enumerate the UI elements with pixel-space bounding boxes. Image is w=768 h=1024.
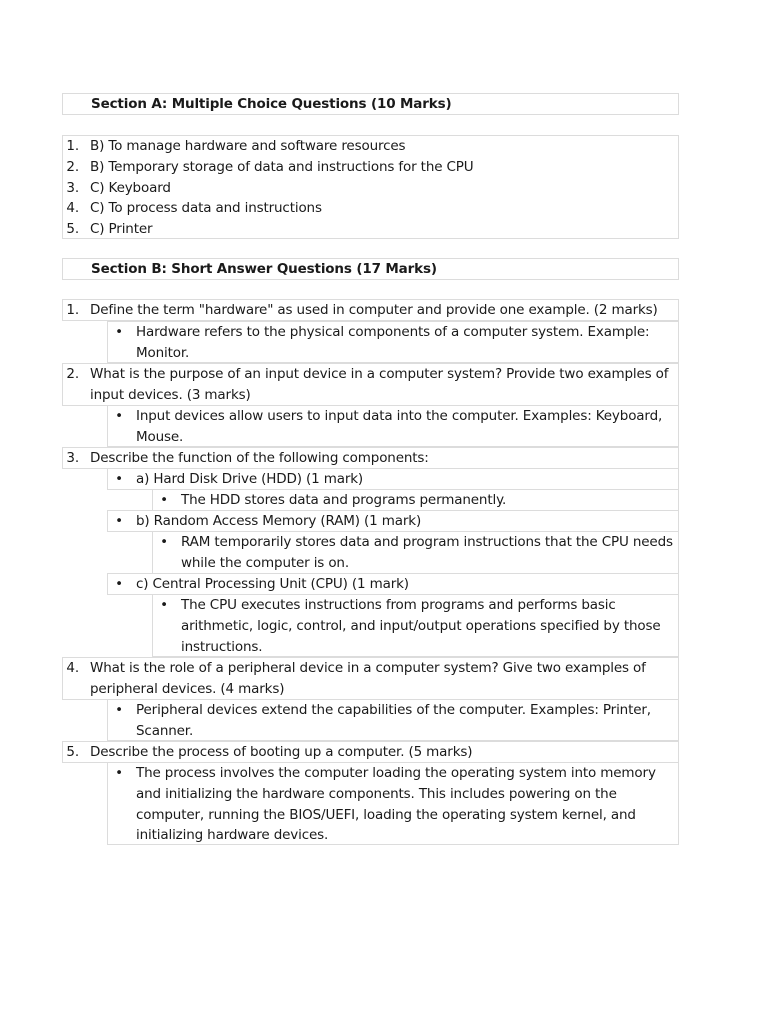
question-text: What is the purpose of an input device in a computer system? Provide two examples of	[90, 366, 669, 382]
bullet: •	[115, 513, 123, 529]
question-3	[62, 447, 679, 469]
list-number: 1.	[66, 138, 79, 154]
sub-question-c	[107, 573, 679, 595]
answer-line: Monitor.	[136, 344, 190, 361]
list-number: 3.	[66, 179, 79, 196]
answer-line: and initializing the hardware components. This includes powering on the	[136, 785, 617, 802]
answer-text: C) Printer	[90, 221, 153, 238]
answer-line: instructions.	[181, 638, 263, 655]
answer-line: Hardware refers to the physical components of a computer system. Example:	[136, 324, 650, 340]
bullet: •	[160, 492, 168, 508]
bullet: •	[115, 702, 123, 718]
question-text: Describe the process of booting up a computer. (5 marks)	[90, 744, 473, 760]
list-number: 5.	[66, 221, 79, 238]
answer-line: computer, running the BIOS/UEFI, loading the operating system kernel, and	[136, 806, 636, 823]
question-4	[62, 657, 679, 700]
sub-question-b	[107, 510, 679, 532]
section-a-answer-list	[62, 135, 679, 239]
bullet: •	[115, 765, 123, 781]
answer-line: The CPU executes instructions from programs and performs basic	[181, 597, 616, 613]
section-a-title: Section A: Multiple Choice Questions (10 Marks)	[91, 96, 452, 112]
bullet: •	[160, 534, 168, 550]
answer-line: The process involves the computer loading the operating system into memory	[136, 765, 656, 781]
section-b-title: Section B: Short Answer Questions (17 Marks)	[91, 261, 437, 277]
answer-line: The HDD stores data and programs permanently.	[181, 492, 507, 508]
section-a-heading	[62, 93, 679, 115]
list-number: 1.	[66, 302, 79, 318]
question-1	[62, 299, 679, 321]
sub-question-a	[107, 468, 679, 490]
question-text: Define the term "hardware" as used in computer and provide one example. (2 marks)	[90, 302, 658, 318]
answer-line: Peripheral devices extend the capabilities of the computer. Examples: Printer,	[136, 702, 651, 718]
answer-line: arithmetic, logic, control, and input/output operations specified by those	[181, 617, 661, 634]
answer-text: B) Temporary storage of data and instructions for the CPU	[90, 158, 474, 175]
answer-text: C) To process data and instructions	[90, 200, 322, 217]
bullet: •	[160, 597, 168, 613]
answer-line: RAM temporarily stores data and program instructions that the CPU needs	[181, 534, 673, 550]
list-number: 3.	[66, 450, 79, 466]
question-text: peripheral devices. (4 marks)	[90, 680, 285, 697]
section-b-heading	[62, 258, 679, 280]
sub-answer-a	[152, 489, 679, 511]
list-number: 2.	[66, 366, 79, 382]
bullet: •	[115, 324, 123, 340]
list-number: 4.	[66, 200, 79, 217]
answer-line: Mouse.	[136, 428, 184, 445]
list-number: 4.	[66, 660, 79, 676]
sub-question-label: a) Hard Disk Drive (HDD) (1 mark)	[136, 471, 364, 487]
answer-2	[107, 405, 679, 447]
sub-question-label: c) Central Processing Unit (CPU) (1 mark)	[136, 576, 409, 592]
list-number: 2.	[66, 158, 79, 175]
question-text: input devices. (3 marks)	[90, 386, 251, 403]
answer-line: Scanner.	[136, 722, 194, 739]
answer-text: C) Keyboard	[90, 179, 171, 196]
question-text: Describe the function of the following components:	[90, 450, 429, 466]
answer-line: while the computer is on.	[181, 554, 349, 571]
answer-text: B) To manage hardware and software resources	[90, 138, 406, 154]
answer-1	[107, 321, 679, 363]
answer-line: Input devices allow users to input data into the computer. Examples: Keyboard,	[136, 408, 663, 424]
answer-5	[107, 762, 679, 845]
sub-question-label: b) Random Access Memory (RAM) (1 mark)	[136, 513, 422, 529]
question-text: What is the role of a peripheral device in a computer system? Give two examples of	[90, 660, 646, 676]
list-number: 5.	[66, 744, 79, 760]
bullet: •	[115, 576, 123, 592]
question-5	[62, 741, 679, 763]
bullet: •	[115, 408, 123, 424]
answer-4	[107, 699, 679, 741]
sub-answer-c	[152, 594, 679, 657]
answer-line: initializing hardware devices.	[136, 827, 329, 844]
question-2	[62, 363, 679, 406]
sub-answer-b	[152, 531, 679, 574]
bullet: •	[115, 471, 123, 487]
